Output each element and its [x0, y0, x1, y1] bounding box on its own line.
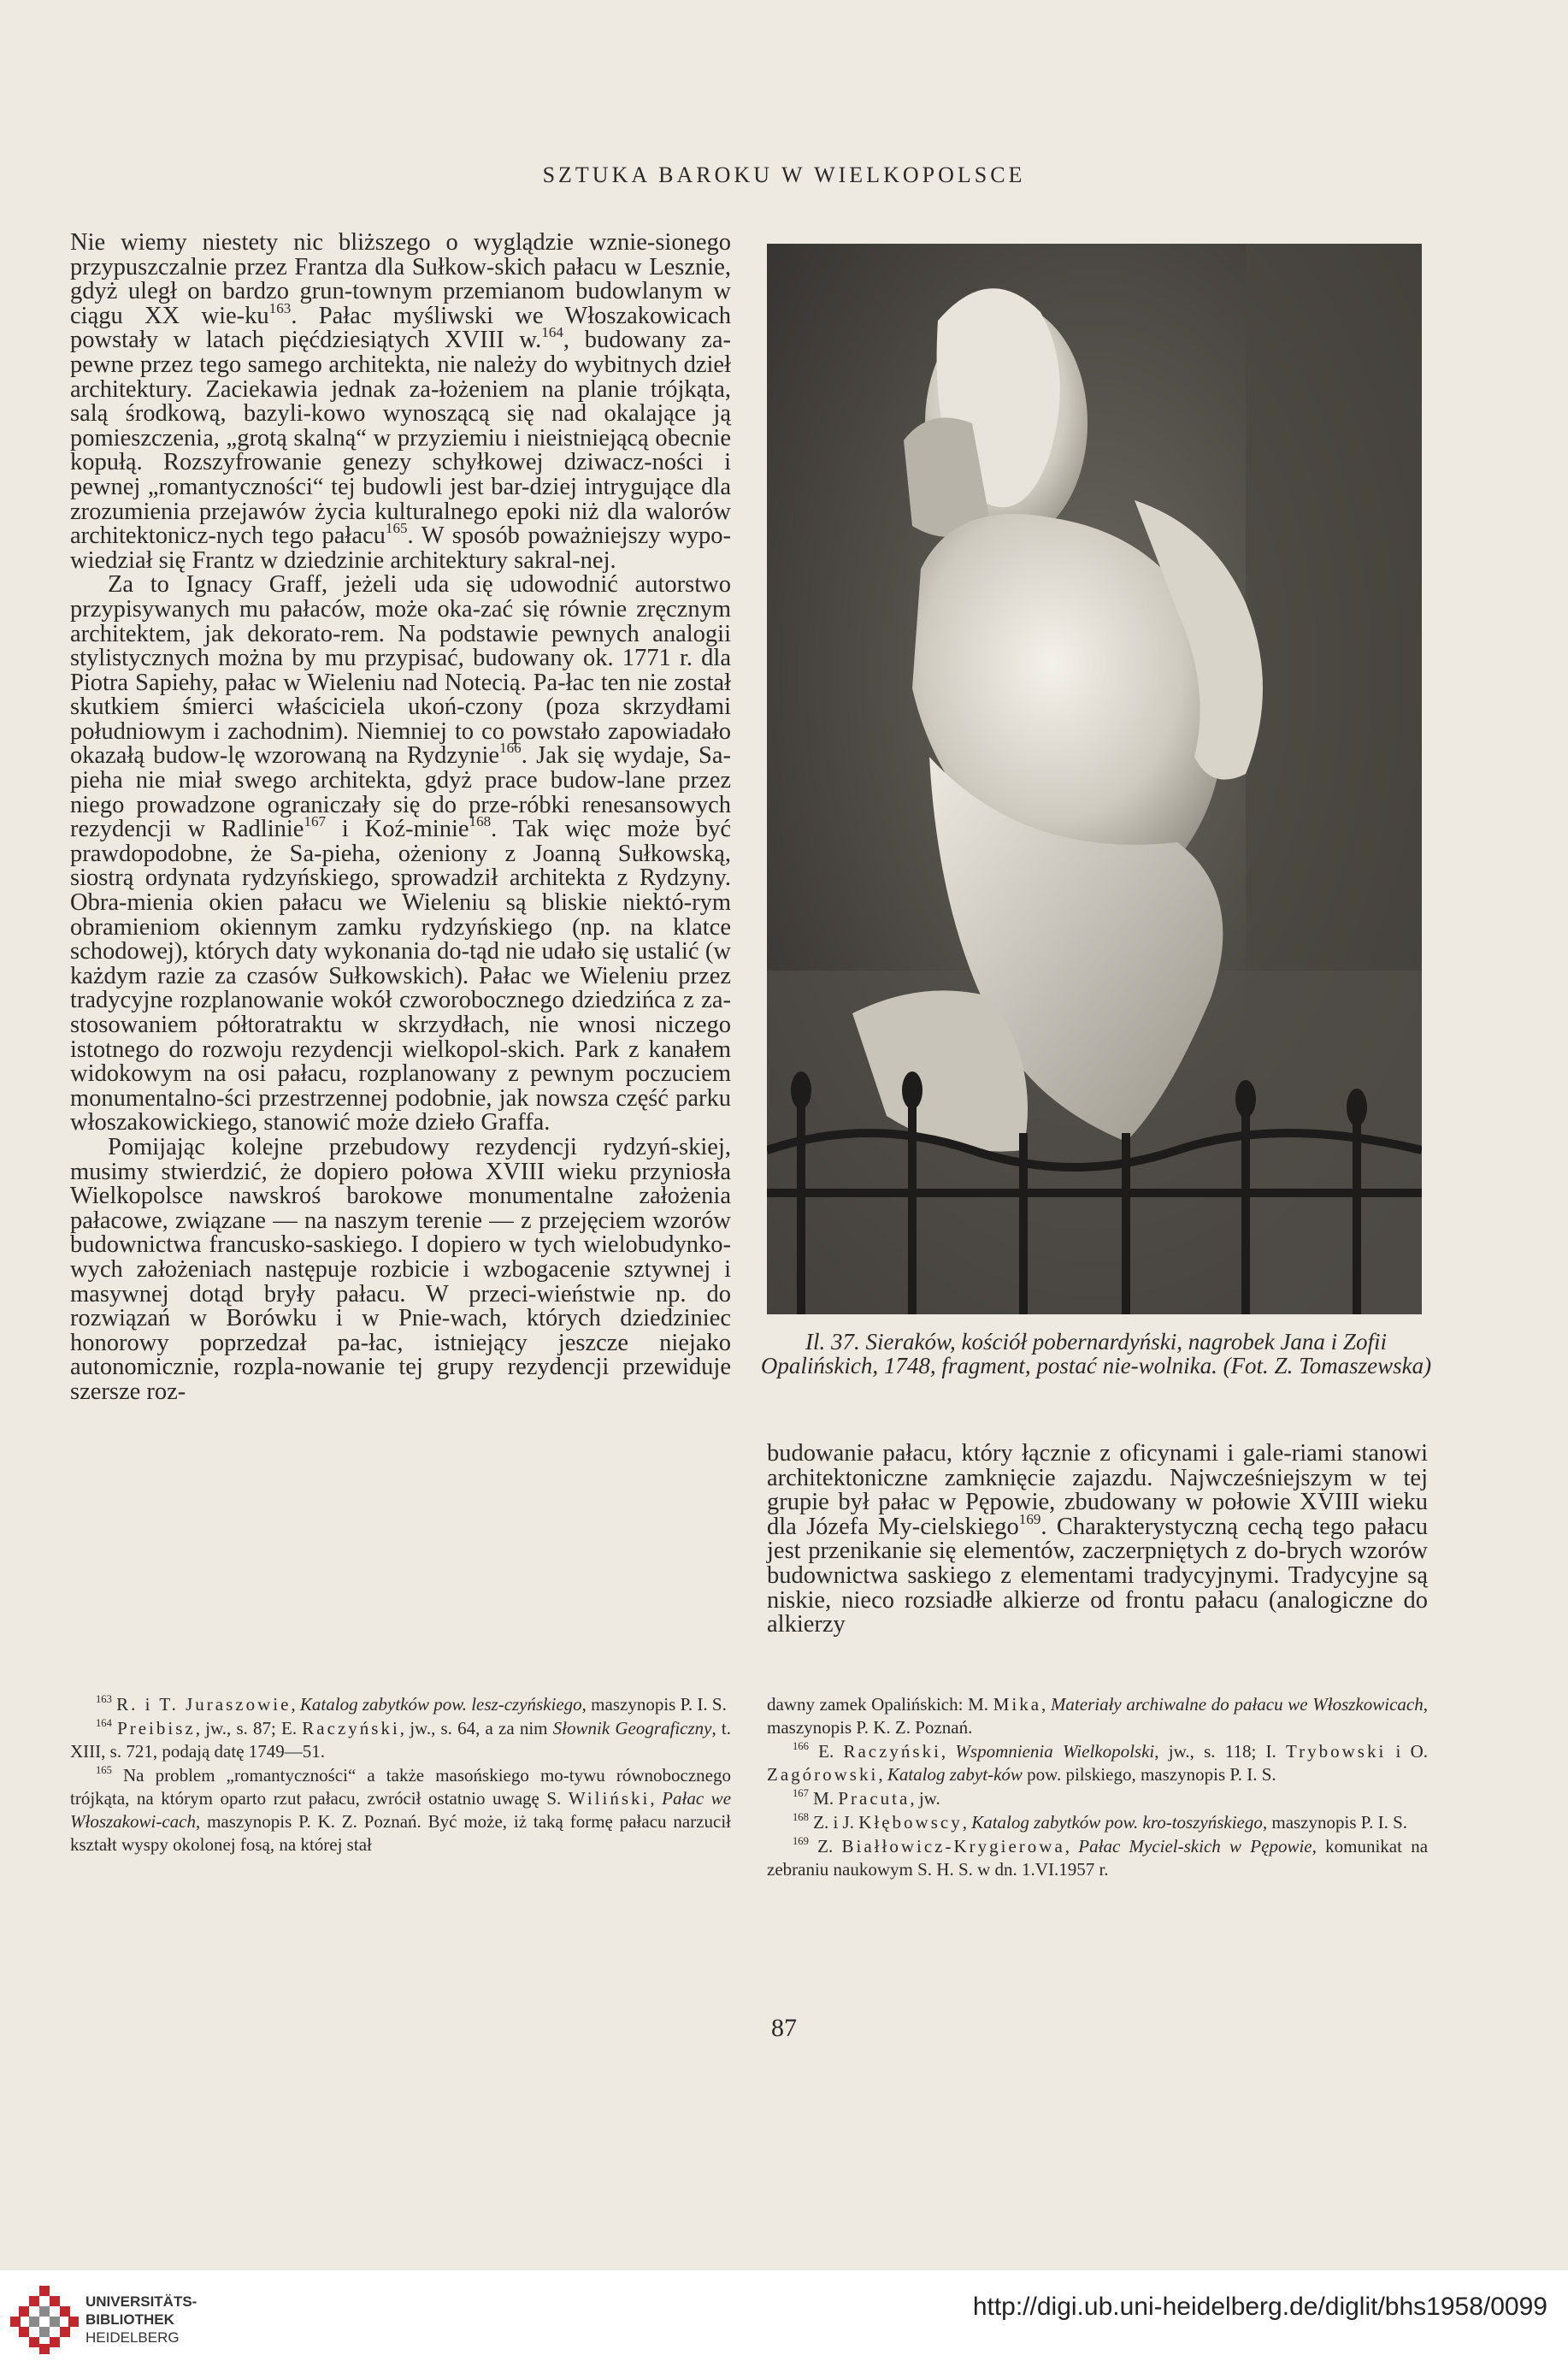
footnote: $^{165}$ Na problem „romantyczności“ a także masońskiego mo-tywu równobocznego trójkąta, na którym oparto rzut pałacu, zwrócił ostatnio uwagę S. Wiliński, Pałac we Włoszakowi-cach, maszynopis P. K. Z. Poznań. Być może, iż taką formę pałacu narzucił kształt wyspy okolonej fosą, na której stał	[70, 1764, 732, 1855]
footnotes-right	[767, 1693, 1428, 1882]
footnote-ref[interactable]: 169	[1018, 1510, 1041, 1527]
footnote: $^{167}$ M. Pracuta, jw.	[793, 1787, 940, 1809]
library-name: UNIVERSITÄTS- BIBLIOTHEK HEIDELBERG	[85, 2293, 197, 2346]
running-header: SZTUKA BAROKU W WIELKOPOLSCE	[542, 162, 1026, 187]
footnote-ref[interactable]: 166	[499, 740, 522, 757]
footnote-ref[interactable]: 163	[268, 299, 292, 316]
right-text-column	[767, 1442, 1428, 1638]
paragraph: Za to Ignacy Graff, jeżeli uda się udowodnić autorstwo przypisywanych mu pałaców, może oka-zać się równie zręcznym architektem, jak dekorato-rem. Na podstawie pewnych analogii stylistycznych można by mu przypisać, budowany ok. 1771 r. dla Piotra Sapiehy, pałac w Wieleniu nad Notecią. Pa-łac ten nie został skutkiem śmierci właściciela ukoń-czony (poza skrzydłami południowym i zachodnim). Niemniej to co powstało zapowiadało okazałą budow-lę wzorowaną na Rydzynie$^{166}$. Jak się wydaje, Sa-pieha nie miał swego architekta, gdyż prace budow-lane przez niego prowadzone ograniczały się do prze-róbki renesansowych rezydencji w Radlinie$^{167}$ i Koź-minie$^{168}$. Tak więc może być prawdopodobne, że Sa-pieha, ożeniony z Joanną Sułkowską, siostrą ordynata rydzyńskiego, sprowadził architekta z Rydzyny. Obra-mienia okien pałacu we Wieleniu są bliskie niektó-rym obramieniom okiennym zamku rydzyńskiego (np. na klatce schodowej), których daty wykonania do-tąd nie udało się ustalić (w każdym razie za czasów Sułkowskich). Pałac we Wieleniu przez tradycyjne rozplanowanie wokół czworobocznego dziedzińca z za-stosowaniem półtoratraktu w skrzydłach, nie wnosi niczego istotnego do rozwoju rezydencji wielkopol-skich. Park z kanałem widokowym na osi pałacu, rozplanowany z pewnym poczuciem monumentalno-ści przestrzennej podobnie, jak nowsza część parku włoszakowickiego, stanowić może dzieło Graffa.	[70, 571, 731, 1136]
slave-statue-image	[767, 244, 1422, 1314]
sculpture-photograph	[767, 244, 1422, 1314]
footnote: $^{169}$ Z. Białłowicz-Krygierowa, Pałac Myciel-skich w Pępowie, komunikat na zebraniu naukowym S. H. S. w dn. 1.VI.1957 r.	[767, 1835, 1429, 1880]
footnotes-left	[70, 1693, 731, 1857]
footnote-ref[interactable]: 165	[385, 520, 408, 537]
footnote: $^{163}$ R. i T. Juraszowie, Katalog zabytków pow. lesz-czyńskiego, maszynopis P. I. S.	[96, 1693, 727, 1715]
paragraph: Nie wiemy niestety nic bliższego o wyglądzie wznie-sionego przypuszczalnie przez Frantza dla Sułkow-skich pałacu w Lesznie, gdyż uległ on bardzo grun-townym przemianom budowlanym w ciągu XX wie-$ku^{163}$. Pałac myśliwski we Włoszakowicach powstały w latach pięćdziesiątych XVIII w.$^{164}$, budowany za-pewne przez tego samego architekta, nie należy do wybitnych dzieł architektury. Zaciekawia jednak za-łożeniem na planie trójkąta, salą środkową, bazyli-kowo wynoszącą się nad okalające ją pomieszczenia, „grotą skalną“ w przyziemiu i nieistniejącą obecnie kopułą. Rozszyfrowanie genezy schyłkowej dziwacz-ności i pewnej „romantyczności“ tej budowli jest bar-dziej intrygujące dla zrozumienia przejawów życia kulturalnego epoki niż dla walorów architektonicz-nych tego pałacu$^{165}$. W sposób poważniejszy wypo-wiedział się Frantz w dziedzinie architektury sakral-nej.	[70, 229, 731, 574]
library-footer	[0, 2270, 1568, 2367]
paragraph: budowanie pałacu, który łącznie z oficynami i gale-riami stanowi architektoniczne zamknięcie zajazdu. Najwcześniejszym w tej grupie był pałac w Pępowie, zbudowany w połowie XVIII wieku dla Józefa My-cielskiego$^{169}$. Charakterystyczną cechą tego pałacu jest przenikanie się elementów, zaczerpniętych z do-brych wzorów budownictwa saskiego z elementami tradycyjnymi. Tradycyjne są niskie, nieco rozsiadłe alkierze od frontu pałacu (analogiczne do alkierzy	[767, 1440, 1428, 1638]
footnote-ref[interactable]: 167	[304, 813, 327, 830]
permalink-url[interactable]: http://digi.ub.uni-heidelberg.de/diglit/bhs1958/0099	[972, 2293, 1547, 2321]
footnote-continuation: dawny zamek Opalińskich: M. Mika, Materiały archiwalne do pałacu we Włoszkowicach, maszynopis P. K. Z. Poznań.	[767, 1694, 1428, 1738]
library-seal-icon[interactable]	[10, 2286, 79, 2354]
page-number: 87	[771, 2014, 797, 2042]
footnote-ref[interactable]: 168	[469, 813, 492, 830]
figure-caption: Il. 37. Sieraków, kościół pobernardyński, nagrobek Jana i Zofii Opalińskich, 1748, fragment, postać nie-wolnika. (Fot. Z. Tomaszewska)	[760, 1329, 1432, 1378]
footnote: $^{166}$ E. Raczyński, Wspomnienia Wielkopolski, jw., s. 118; I. Trybowski i O. Zagórowski, Katalog zabyt-ków pow. pilskiego, maszynopis P. I. S.	[767, 1740, 1429, 1785]
footnote-ref[interactable]: 164	[541, 324, 563, 341]
paragraph: Pomijając kolejne przebudowy rezydencji rydzyń-skiej, musimy stwierdzić, że dopiero połowa XVIII wieku przyniosła Wielkopolsce nawskroś barokowe monumentalne założenia pałacowe, związane — na naszym terenie — z przejęciem wzorów budownictwa francusko-saskiego. I dopiero w tych wielobudynko-wych założeniach następuje rozbicie i wzbogacenie sztywnej i masywnej dotąd bryły pałacu. W przeci-wieństwie np. do rozwiązań w Borówku i w Pnie-wach, których dziedziniec honorowy poprzedzał pa-łac, istniejący jeszcze niejako autonomicznie, rozpla-nowanie tej grupy rezydencji przewiduje szersze roz-	[70, 1133, 731, 1405]
left-text-column	[70, 231, 731, 1405]
footnote: $^{168}$ Z. i J. Kłębowscy, Katalog zabytków pow. kro-toszyńskiego, maszynopis P. I. S.	[793, 1811, 1408, 1833]
footnote: $^{164}$ Preibisz, jw., s. 87; E. Raczyński, jw., s. 64, a za nim Słownik Geograficzny, t. XIII, s. 721, podają datę 1749—51.	[70, 1717, 731, 1762]
